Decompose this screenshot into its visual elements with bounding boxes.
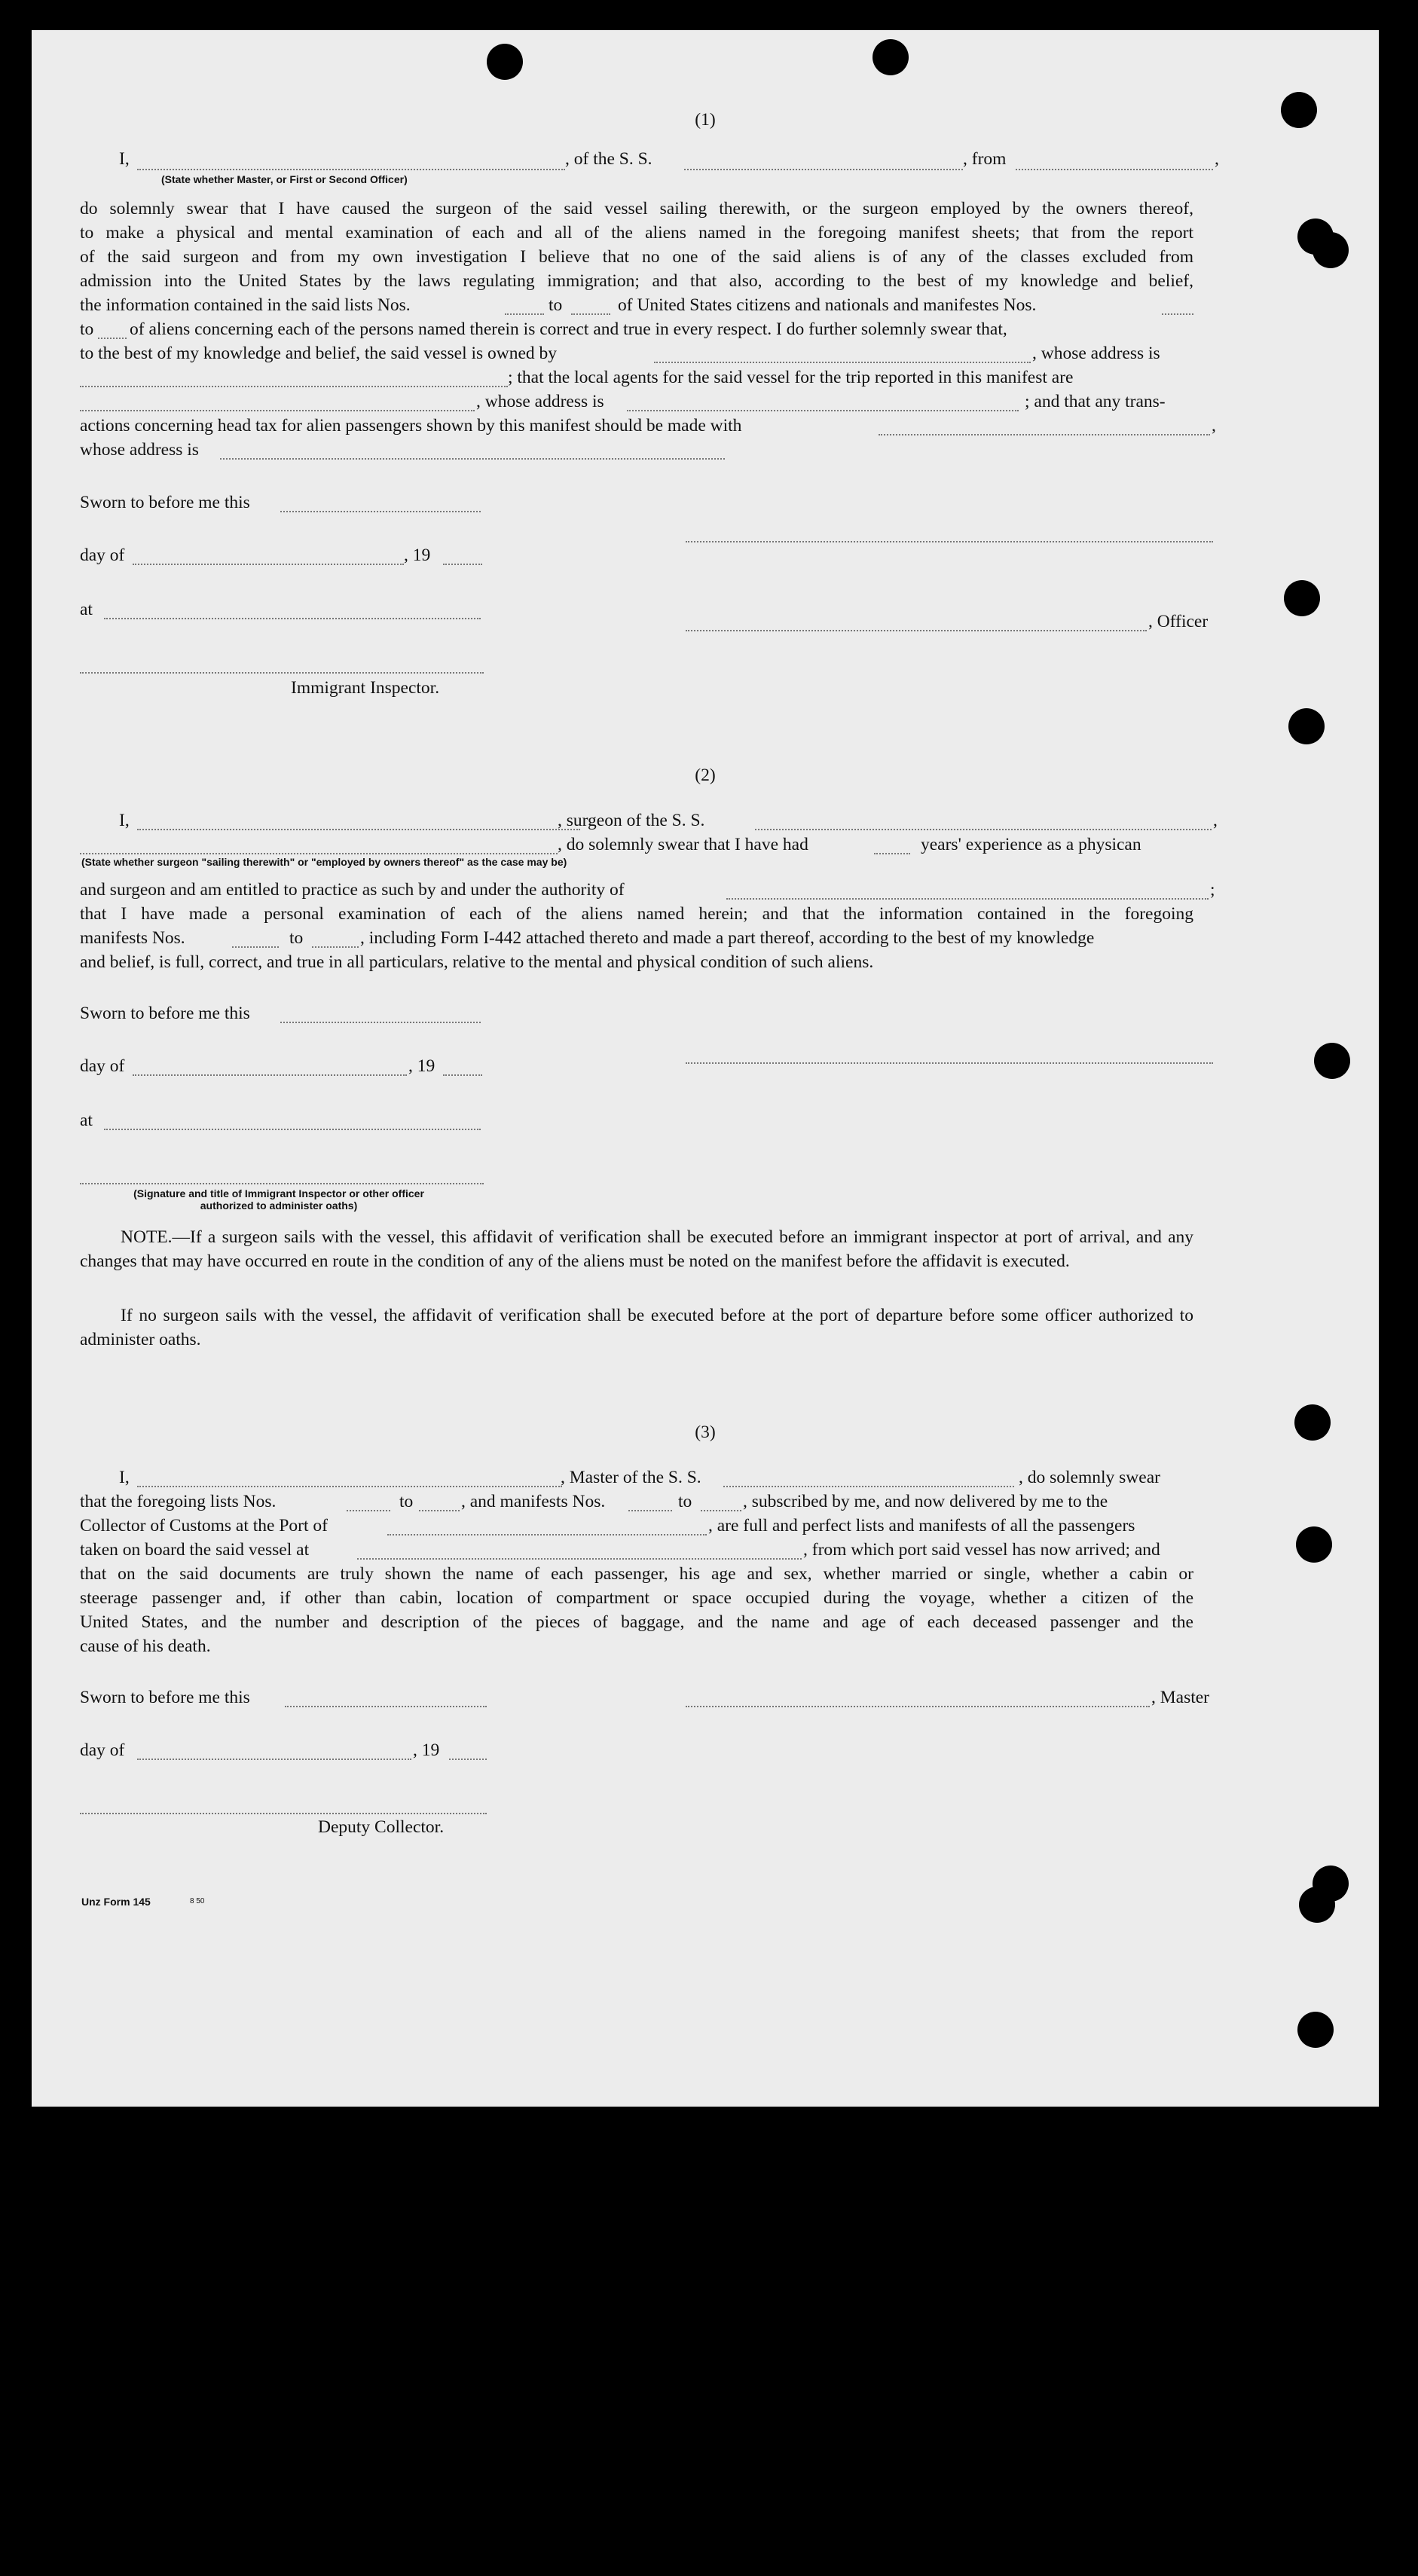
s1-from: , from bbox=[963, 149, 1007, 169]
s1-trans: ; and that any trans- bbox=[1025, 392, 1166, 411]
s2-note-2: If no surgeon sails with the vessel, the affidavit of verification shall be executed before at the port of departure before some officer authorized to administer oaths. bbox=[80, 1306, 1193, 1349]
punch-hole bbox=[1296, 1526, 1332, 1563]
s2-year-field[interactable] bbox=[443, 1074, 482, 1076]
punch-hole bbox=[1288, 708, 1325, 744]
s1-officer-name-field[interactable] bbox=[137, 169, 565, 170]
s1-owned-text: to the best of my knowledge and belief, the said vessel is owned by bbox=[80, 344, 558, 363]
s3-year: , 19 bbox=[413, 1740, 440, 1760]
s1-nos-manifests: of United States citizens and nationals and manifestes Nos. bbox=[618, 295, 1037, 315]
s2-i: I, bbox=[119, 811, 130, 830]
s2-at-field[interactable] bbox=[104, 1129, 481, 1130]
s1-line: of the said surgeon and from my own investigation I believe that no one of the said aliens is of any of the classes excluded from bbox=[80, 247, 1193, 267]
s2-note-1: NOTE.—If a surgeon sails with the vessel, this affidavit of verification shall be executed before an immigrant inspector at port of arrival, and any changes that may have occurred en route in the condition of any of the aliens must be noted on the manifest before the affidavit is executed. bbox=[80, 1227, 1193, 1271]
s1-to-rest: of aliens concerning each of the persons named therein is correct and true in every respect. I do further solemnly swear that, bbox=[130, 319, 1007, 339]
s2-surgeon-type-field[interactable] bbox=[80, 853, 558, 854]
s3-collector-text: Collector of Customs at the Port of bbox=[80, 1516, 328, 1536]
s3-manifest-from-field[interactable] bbox=[628, 1510, 672, 1511]
s3-master-name-field[interactable] bbox=[137, 1486, 562, 1487]
s2-day-field[interactable] bbox=[133, 1074, 407, 1076]
s3-list-to-field[interactable] bbox=[419, 1510, 460, 1511]
s2-sworn: Sworn to before me this bbox=[80, 1004, 250, 1023]
s2-manifest-to-field[interactable] bbox=[312, 946, 359, 948]
s1-year-field[interactable] bbox=[443, 564, 482, 565]
s1-line: admission into the United States by the laws regulating immigration; and that also, according to the best of my knowledge and belief, bbox=[80, 271, 1193, 291]
s2-solemnly: , do solemnly swear that I have had bbox=[558, 835, 808, 854]
s2-authority-field[interactable] bbox=[726, 898, 1209, 900]
s1-line: to make a physical and mental examination of each and all of the aliens named in the foregoing manifest sheets; that from the report bbox=[80, 223, 1193, 243]
s3-manifests-text: , and manifests Nos. bbox=[461, 1492, 606, 1511]
s1-from-port-field[interactable] bbox=[1016, 169, 1213, 170]
s1-i: I, bbox=[119, 149, 130, 169]
s1-inspector-signature-field[interactable] bbox=[80, 672, 484, 674]
s1-tax-agent-address-field[interactable] bbox=[220, 458, 725, 460]
s3-taken-text: taken on board the said vessel at bbox=[80, 1540, 310, 1560]
s2-line: and belief, is full, correct, and true in all particulars, relative to the mental and physical condition of such aliens. bbox=[80, 952, 874, 972]
s3-lists-text: that the foregoing lists Nos. bbox=[80, 1492, 277, 1511]
s1-manifest-to-field[interactable] bbox=[98, 338, 127, 339]
s3-manifests-to: to bbox=[678, 1492, 692, 1511]
s3-i: I, bbox=[119, 1468, 130, 1487]
s3-manifest-to-field[interactable] bbox=[701, 1510, 741, 1511]
s3-day-of: day of bbox=[80, 1740, 125, 1760]
s1-inspector: Immigrant Inspector. bbox=[291, 678, 440, 698]
s3-master-signature-field[interactable] bbox=[686, 1706, 1150, 1707]
s1-at-field[interactable] bbox=[104, 618, 481, 619]
s2-manifests-text: manifests Nos. bbox=[80, 928, 185, 948]
s1-officer: , Officer bbox=[1148, 612, 1209, 631]
punch-hole bbox=[1299, 1887, 1335, 1923]
s3-year-field[interactable] bbox=[449, 1759, 487, 1760]
s2-signature-hint: (Signature and title of Immigrant Inspector or other officer authorized to administer oaths) bbox=[133, 1187, 424, 1212]
s1-agents-address: , whose address is bbox=[476, 392, 604, 411]
s1-nos-to: to bbox=[549, 295, 563, 315]
punch-hole bbox=[1313, 232, 1349, 268]
s3-arrived-text: , from which port said vessel has now arrived; and bbox=[803, 1540, 1160, 1560]
form-code: 8 50 bbox=[190, 1897, 205, 1905]
s3-line-last: cause of his death. bbox=[80, 1636, 211, 1656]
s2-line: that I have made a personal examination of each of the aliens named herein; and that the information contained in the foregoing bbox=[80, 904, 1193, 924]
s1-day-field[interactable] bbox=[133, 564, 404, 565]
s2-comma: , bbox=[1213, 811, 1218, 830]
s2-surgeon-name-field[interactable] bbox=[137, 829, 580, 830]
s3-line: steerage passenger and, if other than cabin, location of compartment or space occupied during the voyage, whether a citizen of the bbox=[80, 1588, 1193, 1608]
punch-hole bbox=[1297, 2012, 1334, 2048]
s3-master-of: , Master of the S. S. bbox=[561, 1468, 701, 1487]
s1-agents-field[interactable] bbox=[80, 410, 475, 411]
s2-vessel-field[interactable] bbox=[755, 829, 1212, 830]
s1-sworn: Sworn to before me this bbox=[80, 493, 250, 512]
s1-tax-agent-field[interactable] bbox=[879, 434, 1210, 435]
s1-whose-text: whose address is bbox=[80, 440, 199, 460]
punch-hole bbox=[1284, 580, 1320, 616]
s2-years-text: years' experience as a physican bbox=[921, 835, 1141, 854]
s2-authority-text: and surgeon and am entitled to practice as such by and under the authority of bbox=[80, 880, 625, 900]
s1-nos-text: the information contained in the said lists Nos. bbox=[80, 295, 411, 315]
s2-year: , 19 bbox=[408, 1056, 435, 1076]
s3-day-field[interactable] bbox=[137, 1759, 411, 1760]
s1-list-to-field[interactable] bbox=[571, 313, 610, 315]
s2-manifest-from-field[interactable] bbox=[232, 946, 279, 948]
s2-semicolon: ; bbox=[1210, 880, 1215, 900]
s1-list-from-field[interactable] bbox=[505, 313, 544, 315]
s1-owned-address: , whose address is bbox=[1032, 344, 1160, 363]
s3-list-from-field[interactable] bbox=[347, 1510, 390, 1511]
s1-signature-field[interactable] bbox=[686, 541, 1213, 542]
s3-perfect-text: , are full and perfect lists and manifests of all the passengers bbox=[708, 1516, 1135, 1536]
s2-surgeon-of: , surgeon of the S. S. bbox=[558, 811, 705, 830]
section-1-number: (1) bbox=[695, 110, 716, 130]
s2-inspector-signature-field[interactable] bbox=[80, 1183, 484, 1184]
s2-form-text: , including Form I-442 attached thereto and made a part thereof, according to the best of my knowledge bbox=[360, 928, 1095, 948]
s3-vessel-field[interactable] bbox=[723, 1486, 1014, 1487]
s3-line: that on the said documents are truly shown the name of each passenger, his age and sex, whether married or single, whether a cabin or bbox=[80, 1564, 1193, 1584]
s2-sworn-date-field[interactable] bbox=[280, 1022, 481, 1023]
punch-hole bbox=[487, 44, 523, 80]
s1-officer-signature-field[interactable] bbox=[686, 630, 1147, 631]
s1-sworn-date-field[interactable] bbox=[280, 511, 481, 512]
s3-port-field[interactable] bbox=[387, 1534, 707, 1536]
s1-agents-address-field[interactable] bbox=[627, 410, 1019, 411]
s3-line: United States, and the number and description of the pieces of baggage, and the name and age of each deceased passenger and the bbox=[80, 1612, 1193, 1632]
s1-comma: , bbox=[1215, 149, 1219, 169]
section-3-number: (3) bbox=[695, 1422, 716, 1442]
s3-collector: Deputy Collector. bbox=[318, 1817, 445, 1837]
s1-day-of: day of bbox=[80, 545, 125, 565]
form-number: Unz Form 145 bbox=[81, 1896, 151, 1908]
s1-manifest-from-field[interactable] bbox=[1162, 313, 1193, 315]
s1-of-ss: , of the S. S. bbox=[565, 149, 652, 169]
s2-years-field[interactable] bbox=[874, 853, 910, 854]
s3-swear: , do solemnly swear bbox=[1019, 1468, 1160, 1487]
s1-agents-text: ; that the local agents for the said vessel for the trip reported in this manifest are bbox=[508, 368, 1074, 387]
s2-surgeon-hint: (State whether surgeon "sailing therewith" or "employed by owners thereof" as the case may be) bbox=[81, 856, 567, 868]
s1-to-text: to bbox=[80, 319, 94, 339]
punch-hole bbox=[872, 39, 909, 75]
s2-manifests-to: to bbox=[289, 928, 304, 948]
punch-hole bbox=[1314, 1043, 1350, 1079]
s1-owner-field[interactable] bbox=[654, 362, 1031, 363]
s3-collector-signature-field[interactable] bbox=[80, 1813, 487, 1814]
s1-at: at bbox=[80, 600, 93, 619]
s2-at: at bbox=[80, 1111, 93, 1130]
s3-sworn-date-field[interactable] bbox=[285, 1706, 487, 1707]
s3-sworn: Sworn to before me this bbox=[80, 1688, 250, 1707]
section-2-number: (2) bbox=[695, 765, 716, 785]
s3-lists-to: to bbox=[399, 1492, 414, 1511]
s1-tax-text: actions concerning head tax for alien passengers shown by this manifest should be made with bbox=[80, 416, 742, 435]
s1-officer-hint: (State whether Master, or First or Second Officer) bbox=[161, 173, 408, 185]
s3-port-departure-field[interactable] bbox=[357, 1558, 802, 1560]
manifest-affidavit-page bbox=[32, 30, 1379, 2107]
s1-year: , 19 bbox=[404, 545, 431, 565]
s3-subscribed: , subscribed by me, and now delivered by me to the bbox=[743, 1492, 1108, 1511]
s1-tax-comma: , bbox=[1212, 416, 1216, 435]
s2-signature-field[interactable] bbox=[686, 1062, 1213, 1064]
s1-line: do solemnly swear that I have caused the surgeon of the said vessel sailing therewith, or the surgeon employed by the owners thereof, bbox=[80, 199, 1193, 218]
s1-owner-address-field[interactable] bbox=[80, 386, 508, 387]
s1-vessel-name-field[interactable] bbox=[684, 169, 963, 170]
s3-master: , Master bbox=[1151, 1688, 1210, 1707]
s2-day-of: day of bbox=[80, 1056, 125, 1076]
